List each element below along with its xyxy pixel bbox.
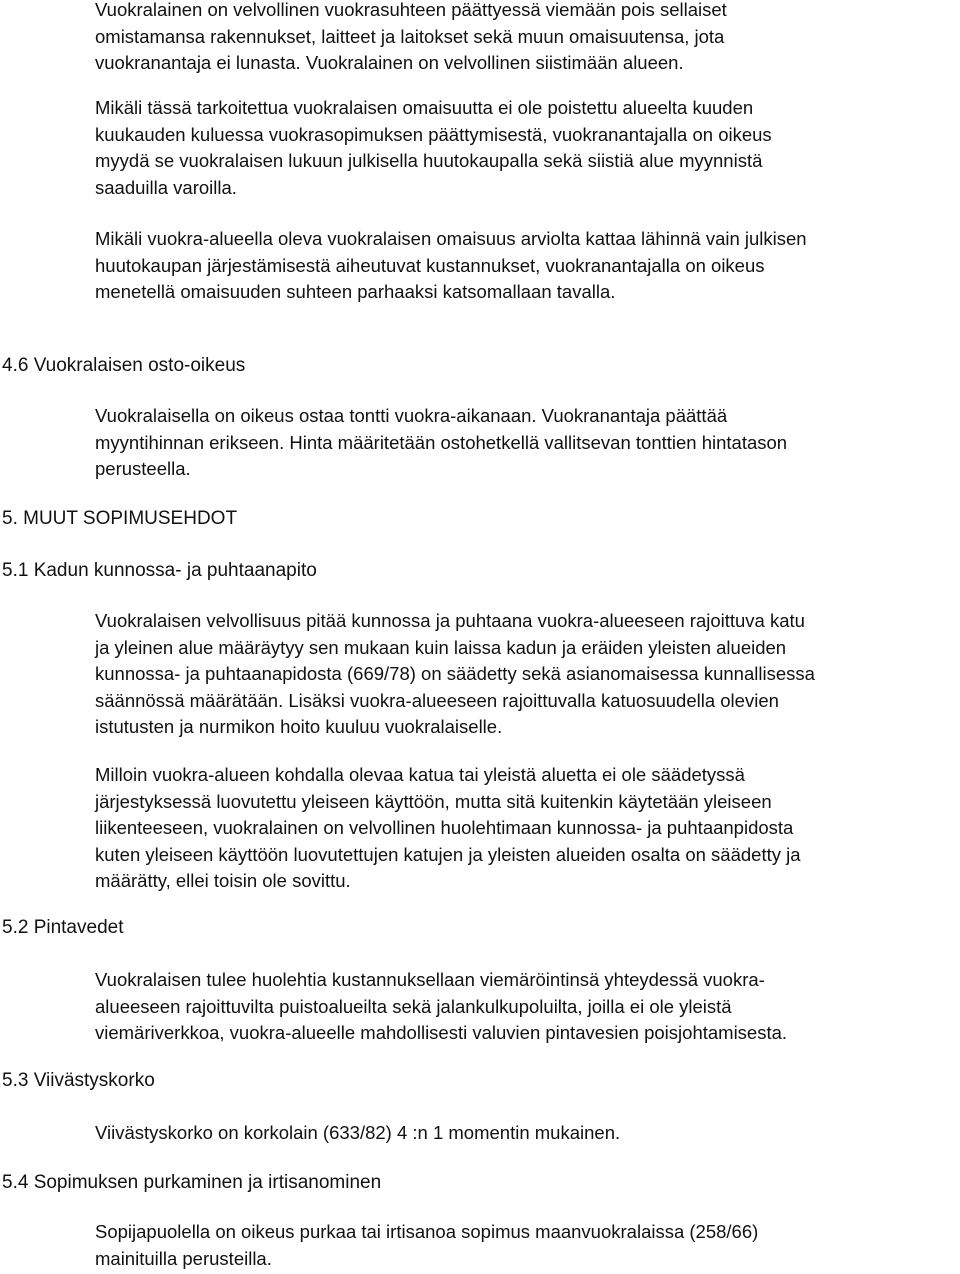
paragraph-removal-of-property <box>95 0 727 77</box>
heading-5-1: 5.1 Kadun kunnossa- ja puhtaanapito <box>2 560 317 581</box>
text-line: säännössä määrätään. Lisäksi vuokra-alueeseen rajoittuvalla katuosuudella olevien <box>95 689 779 711</box>
paragraph-termination <box>95 1219 758 1272</box>
text-line: järjestyksessä luovutettu yleiseen käyttöön, mutta sitä kuitenkin käytetään yleiseen <box>95 790 772 812</box>
text-line: Vuokralaisen tulee huolehtia kustannuksellaan viemäröintinsä yhteydessä vuokra- <box>95 969 765 990</box>
heading-4-6: 4.6 Vuokralaisen osto-oikeus <box>2 355 246 376</box>
text-line: myyntihinnan erikseen. Hinta määritetään ostohetkellä vallitsevan tonttien hintatason <box>95 431 788 453</box>
text-line: mainituilla perusteilla. <box>95 1247 272 1269</box>
text-line: menetellä omaisuuden suhteen parhaaksi katsomallaan tavalla. <box>95 281 616 302</box>
text-line: ja yleinen alue määräytyy sen mukaan kuin laissa kadun ja eräiden yleisten alueiden <box>95 636 787 658</box>
text-line: Mikäli tässä tarkoitettua vuokralaisen omaisuutta ei ole poistettu alueelta kuuden <box>95 97 754 118</box>
heading-5-3: 5.3 Viivästyskorko <box>2 1070 155 1091</box>
text-line: Mikäli vuokra-alueella oleva vuokralaisen omaisuus arviolta kattaa lähinnä vain julkisen <box>95 228 807 249</box>
text-line: liikenteeseen, vuokralainen on velvollinen huolehtimaan kunnossa- ja puhtaanpidosta <box>95 817 794 838</box>
paragraph-low-value-property <box>95 226 807 306</box>
text-line: vuokranantaja ei lunasta. Vuokralainen on velvollinen siistimään alueen. <box>95 52 684 73</box>
paragraph-late-interest <box>95 1120 620 1147</box>
paragraph-purchase-right <box>95 403 787 483</box>
text-line: huutokaupan järjestämisestä aiheutuvat kustannukset, vuokranantajalla on oikeus <box>95 254 765 276</box>
paragraph-unassigned-street <box>95 762 801 895</box>
paragraph-street-maintenance <box>95 608 815 741</box>
text-line: alueeseen rajoittuvilta puistoalueilta sekä jalankulkupoluilta, joilla ei ole yleistä <box>95 995 732 1017</box>
text-line: viemäriverkkoa, vuokra-alueelle mahdollisesti valuvien pintavesien poisjohtamisesta. <box>95 1022 788 1043</box>
text-line: saaduilla varoilla. <box>95 176 237 198</box>
paragraph-surface-water <box>95 967 787 1047</box>
text-line: Viivästyskorko on korkolain (633/82) 4 :n 1 momentin mukainen. <box>95 1122 621 1143</box>
text-line: Vuokralaisella on oikeus ostaa tontti vuokra-aikanaan. Vuokranantaja päättää <box>95 405 728 426</box>
text-line: Milloin vuokra-alueen kohdalla olevaa katua tai yleistä aluetta ei ole säädetyssä <box>95 764 745 785</box>
text-line: perusteella. <box>95 458 191 479</box>
text-line: määrätty, ellei toisin ole sovittu. <box>95 870 351 891</box>
heading-5-2: 5.2 Pintavedet <box>2 917 124 938</box>
text-line: istutusten ja nurmikon hoito kuuluu vuokralaiselle. <box>95 716 503 737</box>
text-line: Sopijapuolella on oikeus purkaa tai irtisanoa sopimus maanvuokralaissa (258/66) <box>95 1221 759 1242</box>
text-line: omistamansa rakennukset, laitteet ja laitokset sekä muun omaisuutensa, jota <box>95 25 725 47</box>
paragraph-auction-sale <box>95 95 772 201</box>
text-line: Vuokralainen on velvollinen vuokrasuhteen päättyessä viemään pois sellaiset <box>95 0 727 20</box>
text-line: kuten yleiseen käyttöön luovutettujen katujen ja yleisten alueiden osalta on säädetty ja <box>95 843 801 865</box>
text-line: Vuokralaisen velvollisuus pitää kunnossa ja puhtaana vuokra-alueeseen rajoittuva katu <box>95 610 805 631</box>
text-line: kuukauden kuluessa vuokrasopimuksen päättymisestä, vuokranantajalla on oikeus <box>95 123 772 145</box>
heading-5: 5. MUUT SOPIMUSEHDOT <box>2 508 238 529</box>
text-line: myydä se vuokralaisen lukuun julkisella huutokaupalla sekä siistiä alue myynnistä <box>95 150 763 171</box>
text-line: kunnossa- ja puhtaanapidosta (669/78) on säädetty sekä asianomaisessa kunnallisessa <box>95 663 815 684</box>
heading-5-4: 5.4 Sopimuksen purkaminen ja irtisanominen <box>2 1172 382 1193</box>
